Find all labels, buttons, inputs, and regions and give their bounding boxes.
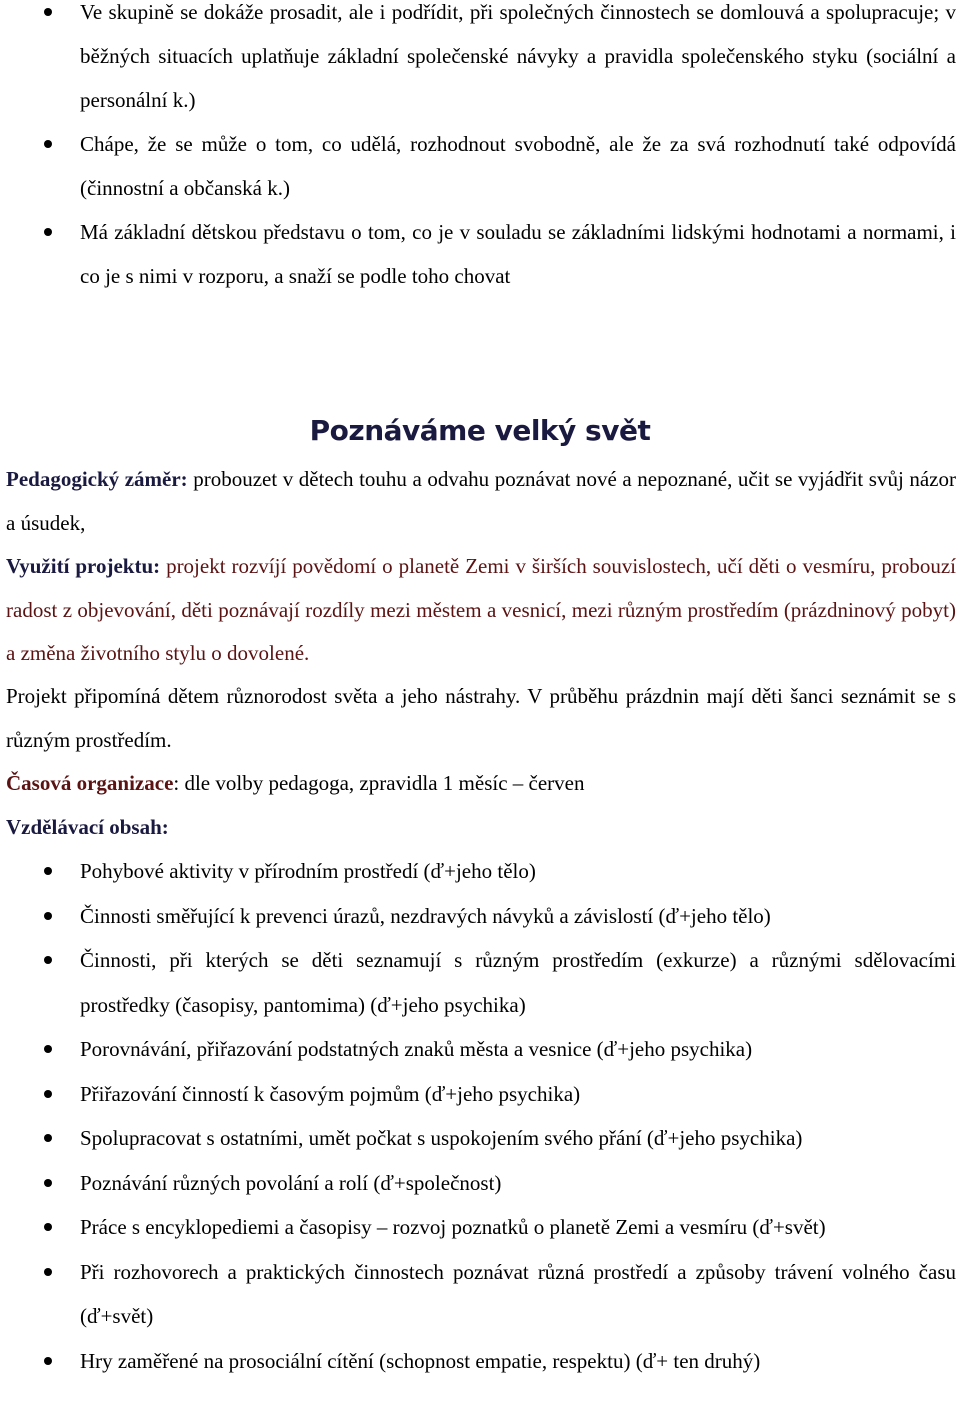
competence-bullet-list [0, 0, 960, 298]
list-item-text: Ve skupině se dokáže prosadit, ale i podřídit, při společných činnostech se domlouvá a spolupracuje; v běžných situacích uplatňuje základní společenské návyky a pravidla společenského styku (sociální a personální k.) [80, 0, 956, 112]
project-use-paragraph [6, 545, 956, 676]
pedagogical-aim-label: Pedagogický záměr: [6, 467, 188, 491]
bullet-icon [44, 912, 52, 920]
project-use-label: Využití projektu: [6, 554, 161, 578]
list-item-text: Práce s encyklopediemi a časopisy – rozvoj poznatků o planetě Zemi a vesmíru (ď+svět) [80, 1215, 826, 1239]
bullet-icon [44, 956, 52, 964]
list-item-text: Má základní dětskou představu o tom, co je v souladu se základními lidskými hodnotami a normami, i co je s nimi v rozporu, a snaží se podle toho chovat [80, 220, 956, 288]
bullet-icon [44, 228, 52, 236]
time-organization-text: : dle volby pedagoga, zpravidla 1 měsíc – červen [173, 771, 585, 795]
list-item [0, 210, 960, 298]
bullet-icon [44, 1179, 52, 1187]
time-organization-label: Časová organizace [6, 771, 174, 795]
educational-content-list [0, 849, 960, 1383]
list-item [0, 1339, 960, 1384]
time-organization-paragraph [6, 762, 956, 806]
project-use-text: projekt rozvíjí povědomí o planetě Zemi v širších souvislostech, učí děti o vesmíru, probouzí radost z objevování, děti poznávají rozdíly mezi městem a vesnicí, mezi různým prostředím (prázdninový pobyt) a změna životního stylu o dovolené. [6, 554, 956, 665]
bullet-icon [44, 1090, 52, 1098]
list-item [0, 1072, 960, 1117]
pedagogical-aim-paragraph [6, 458, 956, 545]
bullet-icon [44, 1134, 52, 1142]
list-item [0, 1027, 960, 1072]
list-item-text: Chápe, že se může o tom, co udělá, rozhodnout svobodně, ale že za svá rozhodnutí také odpovídá (činnostní a občanská k.) [80, 132, 956, 200]
list-item [0, 1205, 960, 1250]
bullet-icon [44, 867, 52, 875]
list-item [0, 122, 960, 210]
bullet-icon [44, 8, 52, 16]
list-item [0, 0, 960, 122]
list-item-text: Hry zaměřené na prosociální cítění (schopnost empatie, respektu) (ď+ ten druhý) [80, 1348, 761, 1373]
pedagogical-aim-text: probouzet v dětech touhu a odvahu poznávat nové a nepoznané, učit se vyjádřit svůj názor a úsudek, [6, 467, 956, 535]
list-item [0, 1250, 960, 1339]
educational-content-label: Vzdělávací obsah: [6, 815, 169, 839]
list-item [0, 1116, 960, 1161]
project-reminder-paragraph: Projekt připomíná dětem různorodost světa a jeho nástrahy. V průběhu prázdnin mají děti šanci seznámit se s různým prostředím. [6, 684, 956, 752]
list-item [0, 938, 960, 1027]
bullet-icon [44, 1223, 52, 1231]
bullet-icon [44, 1268, 52, 1276]
list-item-text: Při rozhovorech a praktických činnostech poznávat různá prostředí a způsoby trávení volného času (ď+svět) [80, 1259, 956, 1328]
list-item [0, 1161, 960, 1206]
list-item-text: Poznávání různých povolání a rolí (ď+společnost) [80, 1170, 502, 1195]
bullet-icon [44, 1045, 52, 1053]
list-item [0, 894, 960, 939]
list-item [0, 849, 960, 894]
section-heading: Poznáváme velký svět [309, 414, 651, 447]
list-item-text: Činnosti směřující k prevenci úrazů, nezdravých návyků a závislostí (ď+jeho tělo) [80, 903, 771, 928]
bullet-icon [44, 140, 52, 148]
bullet-icon [44, 1357, 52, 1365]
list-item-text: Činnosti, při kterých se děti seznamují s různým prostředím (exkurze) a různými sdělovacími prostředky (časopisy, pantomima) (ď+jeho psychika) [80, 948, 956, 1017]
list-item-text: Porovnávání, přiřazování podstatných znaků města a vesnice (ď+jeho psychika) [80, 1037, 753, 1061]
list-item-text: Přiřazování činností k časovým pojmům (ď+jeho psychika) [80, 1081, 581, 1106]
list-item-text: Pohybové aktivity v přírodním prostředí (ď+jeho tělo) [80, 859, 536, 883]
list-item-text: Spolupracovat s ostatními, umět počkat s uspokojením svého přání (ď+jeho psychika) [80, 1126, 803, 1150]
